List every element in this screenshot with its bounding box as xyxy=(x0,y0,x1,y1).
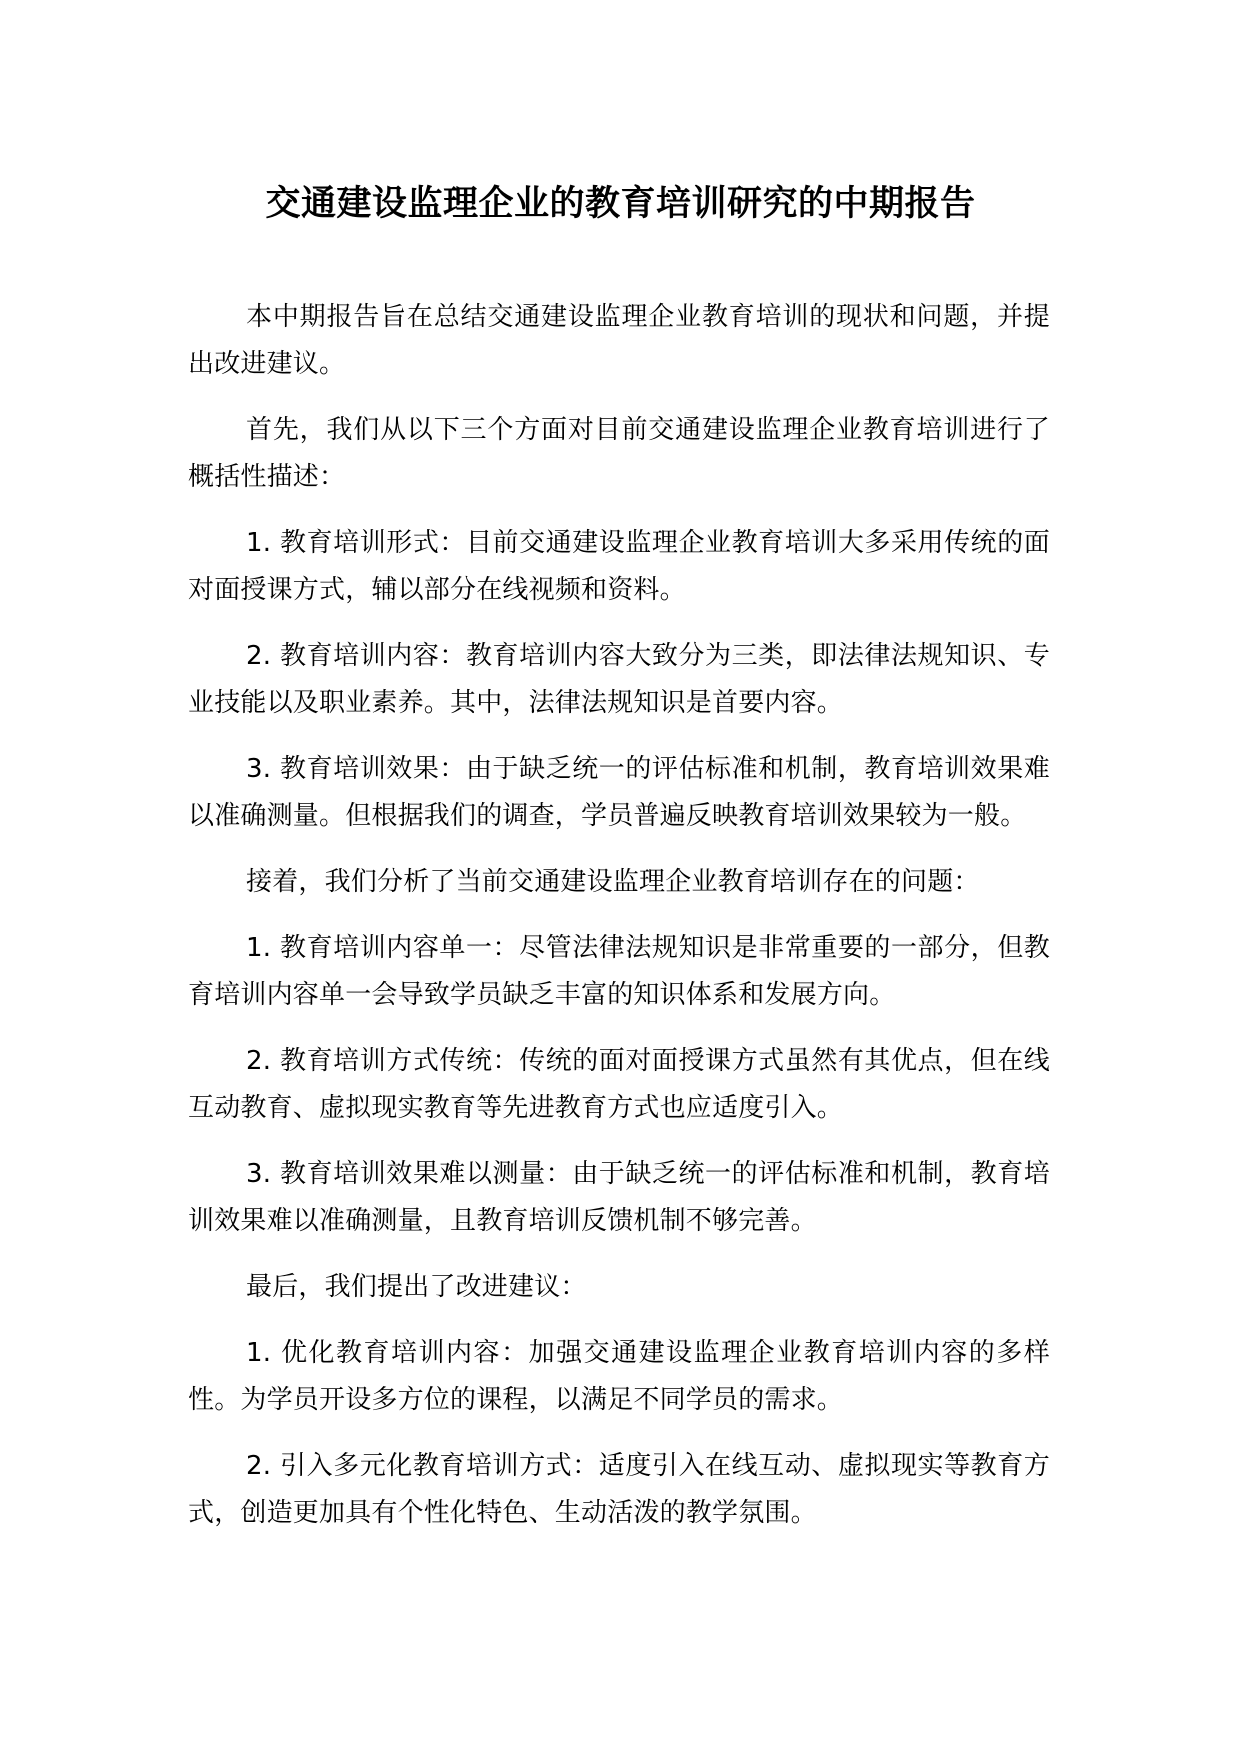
paragraph-suggestions-lead: 最后，我们提出了改进建议： xyxy=(246,1272,587,1302)
paragraph-problem-content: 1. 教育培训内容单一：尽管法律法规知识是非常重要的一部分，但教育培训内容单一会导致学员缺乏丰富的知识体系和发展方向。 xyxy=(188,933,1050,1010)
paragraph-training-form: 1. 教育培训形式：目前交通建设监理企业教育培训大多采用传统的面对面授课方式，辅以部分在线视频和资料。 xyxy=(188,528,1050,605)
paragraph-suggestion-content: 1. 优化教育培训内容：加强交通建设监理企业教育培训内容的多样性。为学员开设多方位的课程，以满足不同学员的需求。 xyxy=(188,1338,1050,1415)
document-body xyxy=(188,294,1050,1556)
paragraph-problems-lead: 接着，我们分析了当前交通建设监理企业教育培训存在的问题： xyxy=(246,867,980,897)
paragraph-training-content: 2. 教育培训内容：教育培训内容大致分为三类，即法律法规知识、专业技能以及职业素养。其中，法律法规知识是首要内容。 xyxy=(188,641,1050,718)
paragraph-training-effect: 3. 教育培训效果：由于缺乏统一的评估标准和机制，教育培训效果难以准确测量。但根据我们的调查，学员普遍反映教育培训效果较为一般。 xyxy=(188,754,1050,831)
paragraph-problem-method: 2. 教育培训方式传统：传统的面对面授课方式虽然有其优点，但在线互动教育、虚拟现实教育等先进教育方式也应适度引入。 xyxy=(188,1046,1050,1123)
document-title: 交通建设监理企业的教育培训研究的中期报告 xyxy=(265,184,976,224)
paragraph-problem-measurement: 3. 教育培训效果难以测量：由于缺乏统一的评估标准和机制，教育培训效果难以准确测量，且教育培训反馈机制不够完善。 xyxy=(188,1159,1050,1236)
paragraph-overview-lead: 首先，我们从以下三个方面对目前交通建设监理企业教育培训进行了概括性描述： xyxy=(188,415,1050,492)
paragraph-intro: 本中期报告旨在总结交通建设监理企业教育培训的现状和问题，并提出改进建议。 xyxy=(188,302,1050,379)
paragraph-suggestion-method: 2. 引入多元化教育培训方式：适度引入在线互动、虚拟现实等教育方式，创造更加具有个性化特色、生动活泼的教学氛围。 xyxy=(188,1451,1050,1528)
